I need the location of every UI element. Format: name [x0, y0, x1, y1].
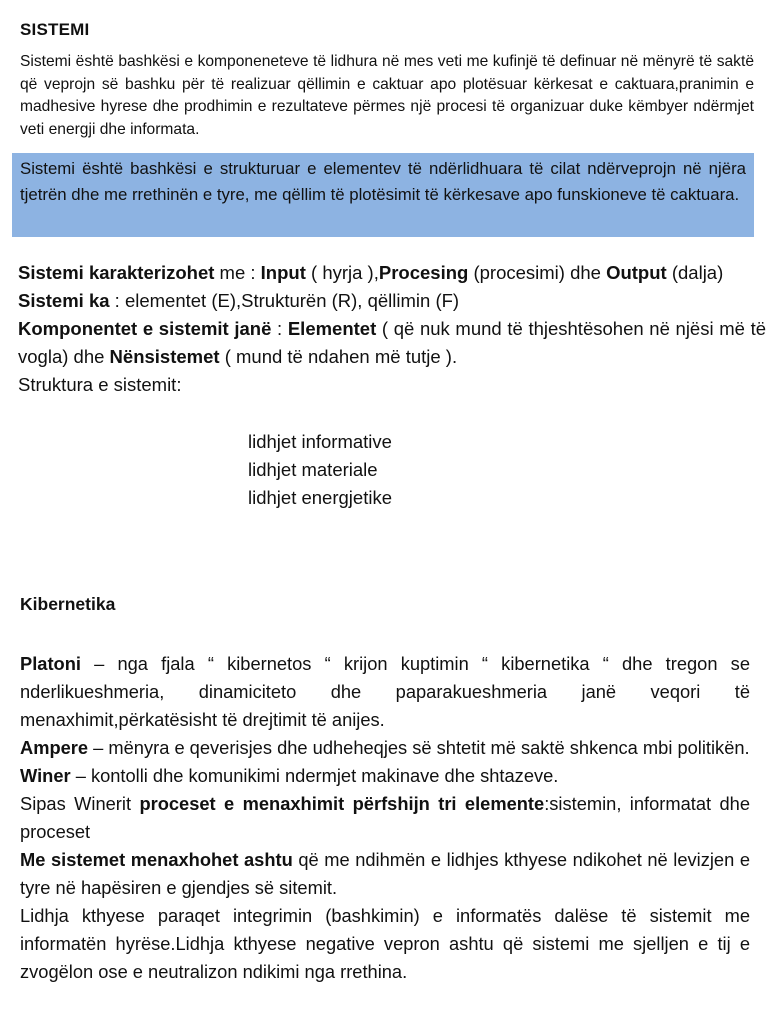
structure-item: lidhjet informative: [248, 431, 392, 452]
output-term: Output: [606, 262, 667, 283]
subsystems-term: Nënsistemet: [109, 346, 220, 367]
cybernetics-section: [20, 650, 750, 986]
managed-systems-text: që me ndihmën e lidhjes kthyese ndikohet në levizjen e tyre në hapësiren e gjendjes së sitemit.: [20, 849, 750, 898]
cybernetics-heading: Kibernetika: [20, 594, 116, 614]
input-term: Input: [260, 262, 306, 283]
input-text: ( hyrja ),: [305, 262, 379, 283]
structure-item: lidhjet energjetike: [248, 487, 392, 508]
sipas-winerit-paragraph: [20, 790, 750, 846]
structure-list: [248, 428, 392, 512]
system-has-text: : elementet (E),Strukturën (R), qëllimin (F): [109, 290, 460, 311]
management-processes-term: proceset e menaxhimit përfshijn tri elemente: [139, 793, 545, 814]
structure-item: lidhjet materiale: [248, 459, 378, 480]
system-has-paragraph: [18, 287, 766, 315]
winer-paragraph: [20, 762, 750, 790]
procesing-text: (procesimi) dhe: [468, 262, 607, 283]
highlighted-definition-text: Sistemi është bashkësi e strukturuar e elementev të ndërlidhuara të cilat ndërveprojn në njëra tjetrën dhe me rrethinën e tyre, me qëllim të plotësimit të kërkesave apo funskioneve të caktuara.: [20, 159, 746, 204]
sipas-elements-text: :sistemin, informatat dhe proceset: [20, 793, 750, 842]
characteristics-paragraph: [18, 259, 766, 287]
ampere-term: Ampere: [20, 737, 89, 758]
platoni-term: Platoni: [20, 653, 81, 674]
ampere-text: – mënyra e qeverisjes dhe udheheqjes së shtetit më saktë shkenca mbi politikën.: [88, 737, 750, 758]
managed-systems-term: Me sistemet menaxhohet ashtu: [20, 849, 293, 870]
page-title: SISTEMI: [20, 20, 90, 39]
sipas-intro-text: Sipas Winerit: [20, 793, 140, 814]
winer-text: – kontolli dhe komunikimi ndermjet makinave dhe shtazeve.: [70, 765, 559, 786]
structure-label: Struktura e sistemit:: [18, 374, 182, 395]
system-has-term: Sistemi ka: [18, 290, 110, 311]
managed-systems-paragraph: [20, 846, 750, 902]
subsystems-text: ( mund të ndahen më tutje ).: [219, 346, 458, 367]
system-characteristics-section: [18, 259, 766, 399]
output-text: (dalja): [666, 262, 724, 283]
intro-paragraph: Sistemi është bashkësi e komponeneteve të lidhura në mes veti me kufinjë të definuar në mënyrë të saktë që veprojn së bashku për të realizuar qëllimin e caktuar apo plotësuar kërkesat e caktuara,pranimin e madhesive hyrese dhe prodhimin e rezultateve përmes një procesi të organizuar duke këmbyer ndërmjet veti energji dhe informata.: [20, 53, 754, 138]
highlighted-definition-box: [12, 153, 754, 237]
ampere-paragraph: [20, 734, 750, 762]
elements-term: Elementet: [287, 318, 377, 339]
platoni-text: – nga fjala “ kibernetos “ krijon kuptimin “ kibernetika “ dhe tregon se nderlikueshmeria, dinamiciteto dhe paparakueshmeria janë veqori të menaxhimit,përkatësisht të drejtimit të anijes.: [20, 653, 750, 730]
feedback-paragraph: Lidhja kthyese paraqet integrimin (bashkimin) e informatës dalëse të sistemit me informatën hyrëse.Lidhja kthyese negative vepron ashtu që sistemi me sjelljen e tij e zvogëlon ose e neutralizon ndikimi nga rrethina.: [20, 905, 750, 982]
elements-text: ( që nuk mund të thjeshtësohen në njësi më të vogla) dhe: [18, 318, 767, 367]
characteristics-text: me :: [214, 262, 261, 283]
components-term: Komponentet e sistemit janë: [18, 318, 272, 339]
winer-term: Winer: [20, 765, 71, 786]
characteristics-term: Sistemi karakterizohet: [18, 262, 215, 283]
components-paragraph: [18, 315, 766, 371]
platoni-paragraph: [20, 650, 750, 734]
procesing-term: Procesing: [378, 262, 469, 283]
components-text: :: [271, 318, 288, 339]
